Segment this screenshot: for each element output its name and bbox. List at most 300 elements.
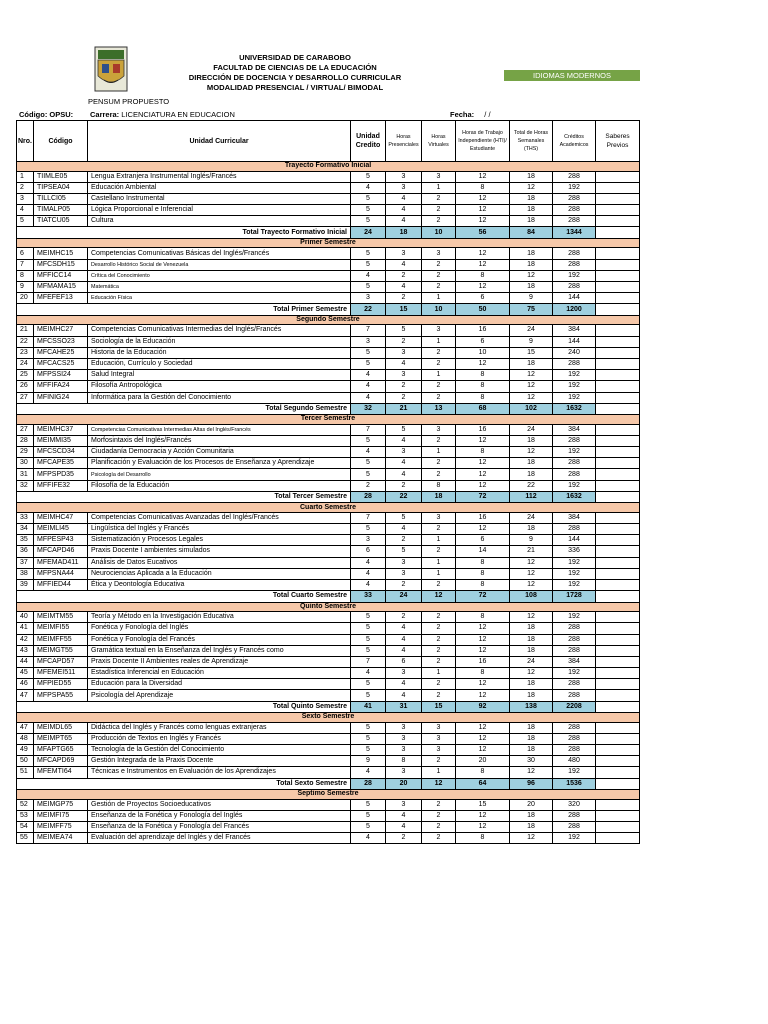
horas-hti: 12 [456, 216, 510, 227]
section-title: Quinto Semestre [17, 602, 640, 612]
course-name: Sistematización y Procesos Legales [88, 535, 351, 546]
horas-hti: 8 [456, 182, 510, 193]
horas-presenciales: 3 [386, 557, 422, 568]
total-horas: 18 [510, 524, 553, 535]
total-horas: 18 [510, 216, 553, 227]
creditos-academicos: 288 [553, 259, 596, 270]
horas-virtuales: 2 [422, 458, 456, 469]
total-saberes-previos [596, 304, 640, 316]
horas-presenciales: 3 [386, 733, 422, 744]
unidad-credito: 4 [351, 447, 386, 458]
horas-virtuales: 2 [422, 612, 456, 623]
horas-virtuales: 3 [422, 424, 456, 435]
saberes-previos [596, 810, 640, 821]
total-horas: 12 [510, 381, 553, 392]
horas-presenciales: 3 [386, 745, 422, 756]
horas-virtuales: 1 [422, 668, 456, 679]
total-label: Total Primer Semestre [17, 304, 351, 316]
horas-presenciales: 3 [386, 347, 422, 358]
horas-hti: 8 [456, 833, 510, 844]
horas-hti: 8 [456, 392, 510, 403]
unidad-credito: 5 [351, 679, 386, 690]
course-code: MFINIG24 [34, 392, 88, 403]
total-label: Total Tercer Semestre [17, 491, 351, 503]
horas-presenciales: 4 [386, 205, 422, 216]
course-name: Competencias Comunicativas Intermedias del Inglés/Francés [88, 325, 351, 336]
total-horas-virtuales: 10 [422, 227, 456, 239]
total-creditos-academicos: 1536 [553, 778, 596, 790]
table-row [17, 767, 640, 778]
table-row [17, 656, 640, 667]
course-code: TIATCU05 [34, 216, 88, 227]
unidad-credito: 7 [351, 325, 386, 336]
course-code: MFEMTI64 [34, 767, 88, 778]
course-name: Cultura [88, 216, 351, 227]
horas-virtuales: 2 [422, 656, 456, 667]
course-code: TIMALP05 [34, 205, 88, 216]
horas-virtuales: 2 [422, 282, 456, 293]
total-horas-hti: 56 [456, 227, 510, 239]
unidad-credito: 6 [351, 546, 386, 557]
total-total-horas: 108 [510, 591, 553, 603]
row-number: 5 [17, 216, 34, 227]
horas-hti: 12 [456, 821, 510, 832]
course-name: Gestión de Proyectos Socioeducativos [88, 799, 351, 810]
section-title: Primer Semestre [17, 238, 640, 248]
creditos-academicos: 192 [553, 370, 596, 381]
unidad-credito: 5 [351, 358, 386, 369]
creditos-academicos: 480 [553, 756, 596, 767]
total-horas: 18 [510, 282, 553, 293]
table-row [17, 833, 640, 844]
unidad-credito: 5 [351, 347, 386, 358]
total-horas: 24 [510, 325, 553, 336]
horas-virtuales: 1 [422, 557, 456, 568]
saberes-previos [596, 634, 640, 645]
row-number: 48 [17, 733, 34, 744]
horas-hti: 12 [456, 282, 510, 293]
row-number: 6 [17, 248, 34, 259]
course-name: Lógica Proporcional e Inferencial [88, 205, 351, 216]
total-unidad-credito: 28 [351, 491, 386, 503]
course-name: Producción de Textos en Inglés y Francés [88, 733, 351, 744]
saberes-previos [596, 248, 640, 259]
saberes-previos [596, 799, 640, 810]
horas-hti: 12 [456, 458, 510, 469]
horas-presenciales: 2 [386, 270, 422, 281]
unidad-credito: 7 [351, 424, 386, 435]
course-code: MEIMLI45 [34, 524, 88, 535]
table-row [17, 535, 640, 546]
table-row [17, 821, 640, 832]
total-unidad-credito: 24 [351, 227, 386, 239]
unidad-credito: 4 [351, 579, 386, 590]
saberes-previos [596, 535, 640, 546]
course-code: MFCAPD69 [34, 756, 88, 767]
table-row [17, 810, 640, 821]
saberes-previos [596, 645, 640, 656]
unidad-credito: 4 [351, 557, 386, 568]
total-total-horas: 84 [510, 227, 553, 239]
course-code: MEIMMI35 [34, 435, 88, 446]
course-name: Neurociencias Aplicada a la Educación [88, 568, 351, 579]
horas-presenciales: 4 [386, 821, 422, 832]
creditos-academicos: 288 [553, 282, 596, 293]
horas-presenciales: 4 [386, 623, 422, 634]
table-row [17, 171, 640, 182]
horas-virtuales: 1 [422, 767, 456, 778]
horas-virtuales: 3 [422, 325, 456, 336]
horas-virtuales: 1 [422, 447, 456, 458]
course-name: Historia de la Educación [88, 347, 351, 358]
total-row [17, 701, 640, 713]
horas-hti: 16 [456, 325, 510, 336]
unidad-credito: 7 [351, 656, 386, 667]
total-horas: 12 [510, 612, 553, 623]
pensum-table [16, 120, 640, 844]
row-number: 54 [17, 821, 34, 832]
course-name: Estadística Inferencial en Educación [88, 668, 351, 679]
course-code: MFCACS25 [34, 358, 88, 369]
row-number: 39 [17, 579, 34, 590]
unidad-credito: 5 [351, 458, 386, 469]
horas-presenciales: 3 [386, 722, 422, 733]
total-label: Total Cuarto Semestre [17, 591, 351, 603]
row-number: 4 [17, 205, 34, 216]
horas-virtuales: 1 [422, 568, 456, 579]
row-number: 40 [17, 612, 34, 623]
creditos-academicos: 144 [553, 336, 596, 347]
total-unidad-credito: 32 [351, 403, 386, 415]
horas-presenciales: 3 [386, 171, 422, 182]
course-code: MFCSDH15 [34, 259, 88, 270]
saberes-previos [596, 424, 640, 435]
creditos-academicos: 288 [553, 358, 596, 369]
row-number: 34 [17, 524, 34, 535]
section-header-row [17, 602, 640, 612]
total-horas: 12 [510, 568, 553, 579]
creditos-academicos: 384 [553, 325, 596, 336]
row-number: 9 [17, 282, 34, 293]
unidad-credito: 5 [351, 634, 386, 645]
codigo-label: Código: OPSU: [19, 110, 74, 119]
horas-hti: 12 [456, 722, 510, 733]
horas-virtuales: 2 [422, 259, 456, 270]
table-row [17, 447, 640, 458]
course-name: Educación Ambiental [88, 182, 351, 193]
total-horas: 9 [510, 336, 553, 347]
unidad-credito: 4 [351, 370, 386, 381]
col-horas-presenciales: Horas Presenciales [386, 121, 422, 162]
total-horas-hti: 72 [456, 591, 510, 603]
total-horas-virtuales: 13 [422, 403, 456, 415]
course-name: Ética y Deontología Educativa [88, 579, 351, 590]
horas-virtuales: 2 [422, 524, 456, 535]
course-name: Planificación y Evaluación de los Procesos de Enseñanza y Aprendizaje [88, 458, 351, 469]
table-row [17, 424, 640, 435]
row-number: 28 [17, 435, 34, 446]
horas-hti: 15 [456, 799, 510, 810]
course-code: MEIMFI55 [34, 623, 88, 634]
table-row [17, 799, 640, 810]
total-horas-hti: 64 [456, 778, 510, 790]
total-row [17, 778, 640, 790]
horas-virtuales: 3 [422, 248, 456, 259]
horas-virtuales: 3 [422, 733, 456, 744]
total-creditos-academicos: 1200 [553, 304, 596, 316]
creditos-academicos: 288 [553, 524, 596, 535]
carrera-label: Carrera: [90, 110, 120, 119]
col-creditos-academicos: Créditos Academicos [553, 121, 596, 162]
horas-hti: 12 [456, 733, 510, 744]
creditos-academicos: 192 [553, 270, 596, 281]
row-number: 24 [17, 358, 34, 369]
course-code: MFFIFA24 [34, 381, 88, 392]
horas-presenciales: 4 [386, 193, 422, 204]
row-number: 45 [17, 668, 34, 679]
course-name: Psicología del Desarrollo [88, 469, 351, 480]
total-horas: 15 [510, 347, 553, 358]
course-name: Fonética y Fonología del Francés [88, 634, 351, 645]
horas-presenciales: 4 [386, 458, 422, 469]
horas-hti: 8 [456, 767, 510, 778]
saberes-previos [596, 733, 640, 744]
unidad-credito: 5 [351, 205, 386, 216]
creditos-academicos: 288 [553, 722, 596, 733]
unidad-credito: 4 [351, 568, 386, 579]
course-code: MFPSPD35 [34, 469, 88, 480]
total-horas: 18 [510, 810, 553, 821]
total-horas: 20 [510, 799, 553, 810]
course-name: Teoría y Método en la Investigación Educativa [88, 612, 351, 623]
table-row [17, 293, 640, 304]
creditos-academicos: 288 [553, 623, 596, 634]
total-horas-presenciales: 20 [386, 778, 422, 790]
row-number: 36 [17, 546, 34, 557]
course-name: Educación Física [88, 293, 351, 304]
pensum-title: PENSUM PROPUESTO [88, 97, 170, 106]
horas-virtuales: 2 [422, 810, 456, 821]
horas-presenciales: 4 [386, 358, 422, 369]
total-horas: 18 [510, 745, 553, 756]
table-row [17, 546, 640, 557]
total-horas: 18 [510, 690, 553, 701]
total-horas-virtuales: 10 [422, 304, 456, 316]
creditos-academicos: 192 [553, 668, 596, 679]
course-code: MEIMHC47 [34, 512, 88, 523]
horas-presenciales: 4 [386, 259, 422, 270]
saberes-previos [596, 568, 640, 579]
section-title: Cuarto Semestre [17, 503, 640, 513]
creditos-academicos: 288 [553, 458, 596, 469]
course-name: Lingüística del Inglés y Francés [88, 524, 351, 535]
course-code: MFCAHE25 [34, 347, 88, 358]
unidad-credito: 5 [351, 799, 386, 810]
unidad-credito: 3 [351, 293, 386, 304]
table-row [17, 358, 640, 369]
horas-presenciales: 2 [386, 336, 422, 347]
total-horas: 21 [510, 546, 553, 557]
horas-virtuales: 2 [422, 679, 456, 690]
table-row [17, 634, 640, 645]
creditos-academicos: 288 [553, 690, 596, 701]
saberes-previos [596, 512, 640, 523]
carrera-field [90, 110, 235, 119]
table-row [17, 469, 640, 480]
horas-virtuales: 2 [422, 634, 456, 645]
course-name: Filosofía Antropológica [88, 381, 351, 392]
table-row [17, 435, 640, 446]
horas-virtuales: 2 [422, 756, 456, 767]
total-horas-virtuales: 15 [422, 701, 456, 713]
horas-hti: 8 [456, 557, 510, 568]
section-title: Trayecto Formativo Inicial [17, 162, 640, 172]
col-codigo: Código [34, 121, 88, 162]
total-total-horas: 112 [510, 491, 553, 503]
course-name: Morfosintaxis del Inglés/Francés [88, 435, 351, 446]
unidad-credito: 5 [351, 259, 386, 270]
course-code: TIIMLE05 [34, 171, 88, 182]
row-number: 50 [17, 756, 34, 767]
horas-presenciales: 5 [386, 325, 422, 336]
total-creditos-academicos: 1344 [553, 227, 596, 239]
horas-virtuales: 2 [422, 392, 456, 403]
unidad-credito: 5 [351, 282, 386, 293]
course-name: Enseñanza de la Fonética y Fonología del Inglés [88, 810, 351, 821]
horas-presenciales: 5 [386, 512, 422, 523]
course-code: MEIMFF55 [34, 634, 88, 645]
table-row [17, 205, 640, 216]
saberes-previos [596, 668, 640, 679]
row-number: 30 [17, 458, 34, 469]
saberes-previos [596, 745, 640, 756]
row-number: 33 [17, 512, 34, 523]
horas-virtuales: 2 [422, 799, 456, 810]
saberes-previos [596, 546, 640, 557]
unidad-credito: 7 [351, 512, 386, 523]
horas-hti: 8 [456, 370, 510, 381]
horas-hti: 12 [456, 259, 510, 270]
row-number: 55 [17, 833, 34, 844]
saberes-previos [596, 370, 640, 381]
horas-virtuales: 1 [422, 535, 456, 546]
course-name: Ciudadanía Democracia y Acción Comunitaria [88, 447, 351, 458]
course-code: MEIMHC27 [34, 325, 88, 336]
creditos-academicos: 192 [553, 568, 596, 579]
unidad-credito: 2 [351, 480, 386, 491]
saberes-previos [596, 469, 640, 480]
course-code: MFCAPD46 [34, 546, 88, 557]
course-code: TIPSEA04 [34, 182, 88, 193]
table-row [17, 679, 640, 690]
total-unidad-credito: 28 [351, 778, 386, 790]
section-title: Tercer Semestre [17, 415, 640, 425]
row-number: 31 [17, 469, 34, 480]
total-horas: 18 [510, 679, 553, 690]
horas-presenciales: 2 [386, 381, 422, 392]
saberes-previos [596, 756, 640, 767]
total-horas-presenciales: 18 [386, 227, 422, 239]
horas-presenciales: 2 [386, 833, 422, 844]
total-label: Total Quinto Semestre [17, 701, 351, 713]
header-faculty: FACULTAD DE CIENCIAS DE LA EDUCACIÓN [213, 63, 377, 72]
header-university: UNIVERSIDAD DE CARABOBO [239, 53, 351, 62]
row-number: 35 [17, 535, 34, 546]
course-name: Lengua Extranjera Instrumental Inglés/Francés [88, 171, 351, 182]
creditos-academicos: 320 [553, 799, 596, 810]
horas-hti: 10 [456, 347, 510, 358]
horas-virtuales: 2 [422, 579, 456, 590]
course-code: MEIMHC37 [34, 424, 88, 435]
table-row [17, 568, 640, 579]
horas-hti: 12 [456, 645, 510, 656]
course-code: MFAPTG65 [34, 745, 88, 756]
total-horas: 18 [510, 435, 553, 446]
creditos-academicos: 288 [553, 171, 596, 182]
horas-presenciales: 2 [386, 392, 422, 403]
course-name: Técnicas e Instrumentos en Evaluación de los Aprendizajes [88, 767, 351, 778]
table-row [17, 392, 640, 403]
total-horas: 12 [510, 392, 553, 403]
total-horas: 30 [510, 756, 553, 767]
row-number: 44 [17, 656, 34, 667]
program-badge: IDIOMAS MODERNOS [504, 70, 640, 81]
total-horas-virtuales: 12 [422, 778, 456, 790]
table-row [17, 557, 640, 568]
table-row [17, 193, 640, 204]
table-row [17, 336, 640, 347]
table-row [17, 690, 640, 701]
table-row [17, 579, 640, 590]
horas-virtuales: 2 [422, 381, 456, 392]
horas-presenciales: 4 [386, 645, 422, 656]
saberes-previos [596, 259, 640, 270]
horas-hti: 16 [456, 424, 510, 435]
table-row [17, 182, 640, 193]
total-total-horas: 138 [510, 701, 553, 713]
section-header-row [17, 713, 640, 723]
course-code: MEIMPT65 [34, 733, 88, 744]
horas-presenciales: 4 [386, 524, 422, 535]
course-code: MFCAPE35 [34, 458, 88, 469]
unidad-credito: 3 [351, 336, 386, 347]
total-horas: 12 [510, 182, 553, 193]
horas-hti: 6 [456, 336, 510, 347]
saberes-previos [596, 171, 640, 182]
course-code: MEIMFI75 [34, 810, 88, 821]
horas-hti: 8 [456, 381, 510, 392]
course-name: Filosofía de la Educación [88, 480, 351, 491]
row-number: 8 [17, 270, 34, 281]
table-row [17, 668, 640, 679]
horas-virtuales: 1 [422, 336, 456, 347]
horas-hti: 16 [456, 656, 510, 667]
horas-presenciales: 4 [386, 679, 422, 690]
header-modality: MODALIDAD PRESENCIAL / VIRTUAL/ BIMODAL [206, 83, 384, 92]
total-creditos-academicos: 2208 [553, 701, 596, 713]
total-unidad-credito: 33 [351, 591, 386, 603]
creditos-academicos: 288 [553, 193, 596, 204]
unidad-credito: 4 [351, 392, 386, 403]
creditos-academicos: 288 [553, 733, 596, 744]
table-row [17, 458, 640, 469]
creditos-academicos: 336 [553, 546, 596, 557]
total-row [17, 304, 640, 316]
horas-presenciales: 4 [386, 435, 422, 446]
row-number: 46 [17, 679, 34, 690]
row-number: 47 [17, 722, 34, 733]
unidad-credito: 5 [351, 733, 386, 744]
